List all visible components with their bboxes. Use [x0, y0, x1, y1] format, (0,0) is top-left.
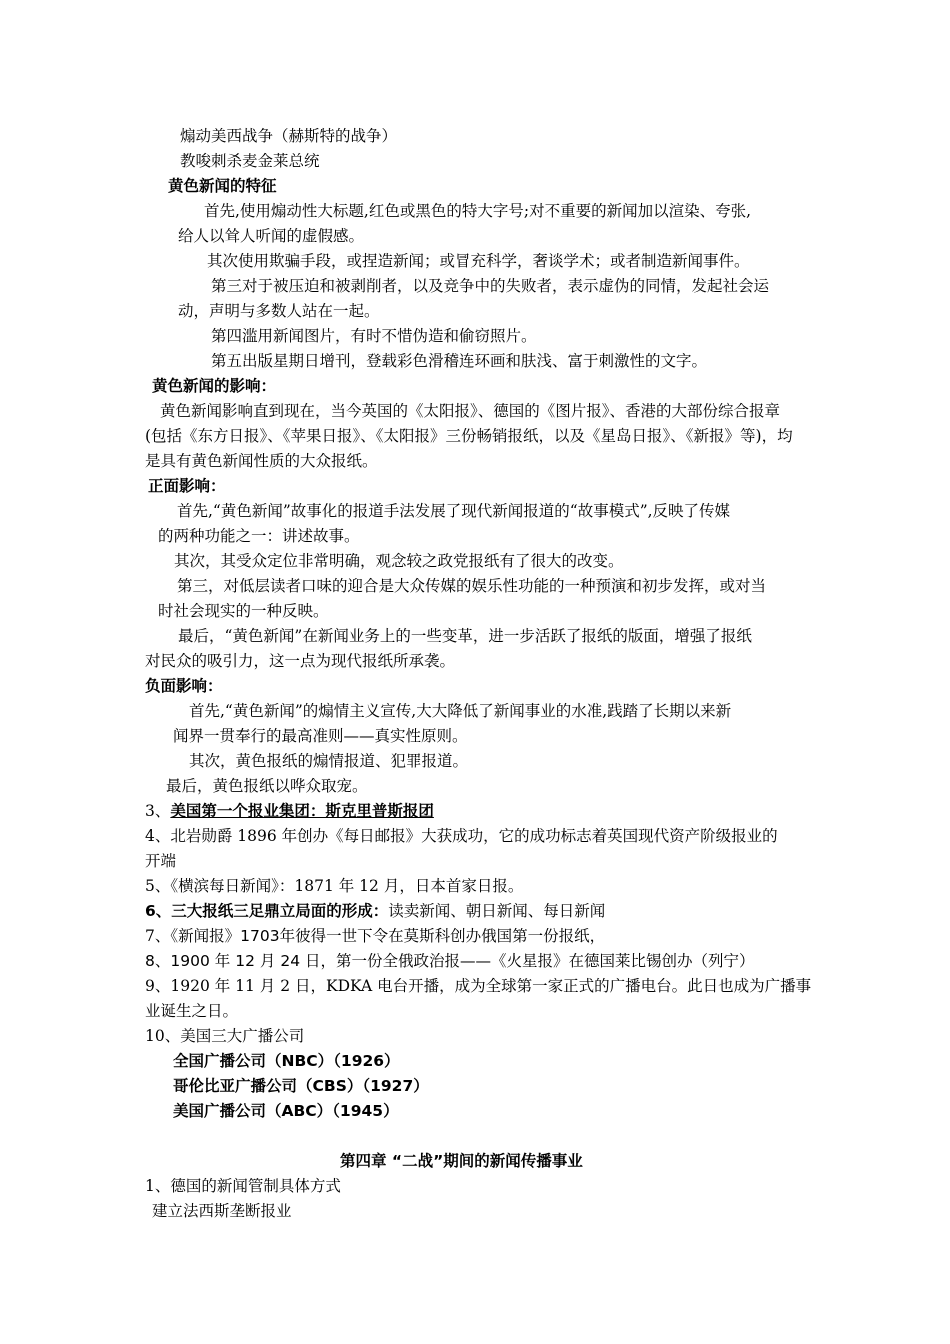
list-item — [145, 924, 605, 948]
list-item-title: 美国第一个报业集团：斯克里普斯报团 — [170, 802, 434, 820]
list-item-text: 年彼得一世下令在莫斯科创办俄国第一份报纸， — [279, 927, 606, 945]
text-line: 第五出版星期日增刊，登载彩色滑稽连环画和肤浅、富于刺激性的文字。 — [211, 352, 708, 370]
text-line: 第四滥用新闻图片，有时不惜伪造和偷窃照片。 — [211, 327, 537, 345]
text-line: 的两种功能之一：讲述故事。 — [158, 527, 360, 545]
list-item: 10、美国三大广播公司 — [145, 1027, 305, 1045]
list-item: 5、《横滨每日新闻》：1871 年 12 月，日本首家日报。 — [145, 877, 524, 895]
text-line: 时社会现实的一种反映。 — [158, 602, 329, 620]
list-item-text: 7、《新闻报》 — [145, 927, 241, 945]
text-line: 其次使用欺骗手段，或捏造新闻；或冒充科学，奢谈学术；或者制造新闻事件。 — [207, 252, 750, 270]
text-line: 第三，对低层读者口味的迎合是大众传媒的娱乐性功能的一种预演和初步发挥，或对当 — [177, 577, 767, 595]
text-line: 首先,“黄色新闻”的煽情主义宣传,大大降低了新闻事业的水准,践踏了长期以来新 — [189, 702, 732, 720]
text-line: 给人以耸人听闻的虚假感。 — [178, 227, 365, 245]
section-heading: 黄色新闻的影响： — [152, 377, 277, 395]
month: 12 — [235, 952, 255, 970]
text-line: 建立法西斯垄断报业 — [152, 1202, 292, 1220]
text-line: 首先,“黄色新闻”故事化的报道手法发展了现代新闻报道的“故事模式”,反映了传媒 — [177, 502, 731, 520]
text-line: 闻界一贯奉行的最高准则——真实性原则。 — [173, 727, 468, 745]
list-item: 1、德国的新闻管制具体方式 — [145, 1177, 341, 1195]
text-line: 动，声明与多数人站在一起。 — [178, 302, 380, 320]
text-line: 业诞生之日。 — [145, 1002, 239, 1020]
text-line: 其次，其受众定位非常明确，观念较之政党报纸有了很大的改变。 — [174, 552, 624, 570]
text-line: 第三对于被压迫和被剥削者，以及竞争中的失败者，表示虚伪的同情，发起社会运 — [211, 277, 770, 295]
list-item — [145, 799, 434, 823]
text-line: (包括《东方日报》、《苹果日报》、《太阳报》三份畅销报纸，以及《星岛日报》、《新报》等)，均 — [145, 427, 793, 445]
list-number: 3、 — [145, 802, 171, 820]
section-heading: 正面影响： — [148, 477, 226, 495]
chapter-title: 第四章 “二战”期间的新闻传播事业 — [340, 1152, 583, 1170]
year: 1900 — [170, 952, 210, 970]
list-item-text: 月 — [259, 952, 276, 970]
section-heading: 负面影响： — [145, 677, 223, 695]
broadcaster-cbs: 哥伦比亚广播公司（CBS）（1927） — [173, 1077, 429, 1095]
list-item-text: 读卖新闻、朝日新闻、每日新闻 — [388, 902, 606, 920]
day: 24 — [280, 952, 301, 970]
broadcaster-abc: 美国广播公司（ABC）（1945） — [173, 1102, 399, 1120]
list-item — [145, 899, 605, 923]
list-item: 9、1920 年 11 月 2 日，KDKA 电台开播，成为全球第一家正式的广播电台。此日也成为广播事 — [145, 977, 812, 995]
year: 1703 — [240, 927, 280, 945]
broadcaster-nbc: 全国广播公司（NBC）（1926） — [173, 1052, 400, 1070]
list-item-text: 日，第一份全俄政治报——《火星报》在德国莱比锡创办（列宁） — [305, 952, 755, 970]
text-line: 最后，“黄色新闻”在新闻业务上的一些变革，进一步活跃了报纸的版面，增强了报纸 — [178, 627, 752, 645]
list-item-text: 年 — [214, 952, 231, 970]
text-line: 开端 — [145, 852, 177, 870]
text-line: 首先,使用煽动性大标题,红色或黑色的特大字号;对不重要的新闻加以渲染、夸张, — [204, 202, 752, 220]
text-line: 是具有黄色新闻性质的大众报纸。 — [145, 452, 378, 470]
list-number: 8、 — [145, 952, 171, 970]
text-line: 对民众的吸引力，这一点为现代报纸所承袭。 — [145, 652, 456, 670]
list-item — [145, 949, 755, 973]
text-line: 其次，黄色报纸的煽情报道、犯罪报道。 — [189, 752, 469, 770]
list-item: 4、北岩勋爵 1896 年创办《每日邮报》大获成功，它的成功标志着英国现代资产阶级报业的 — [145, 827, 778, 845]
section-heading: 黄色新闻的特征 — [168, 177, 277, 195]
text-line: 最后，黄色报纸以哗众取宠。 — [166, 777, 368, 795]
text-line: 教唆刺杀麦金莱总统 — [180, 152, 320, 170]
text-line: 黄色新闻影响直到现在，当今英国的《太阳报》、德国的《图片报》、香港的大部份综合报章 — [160, 402, 781, 420]
list-item-title: 6、三大报纸三足鼎立局面的形成： — [145, 902, 389, 920]
text-line: 煽动美西战争（赫斯特的战争） — [180, 127, 398, 145]
